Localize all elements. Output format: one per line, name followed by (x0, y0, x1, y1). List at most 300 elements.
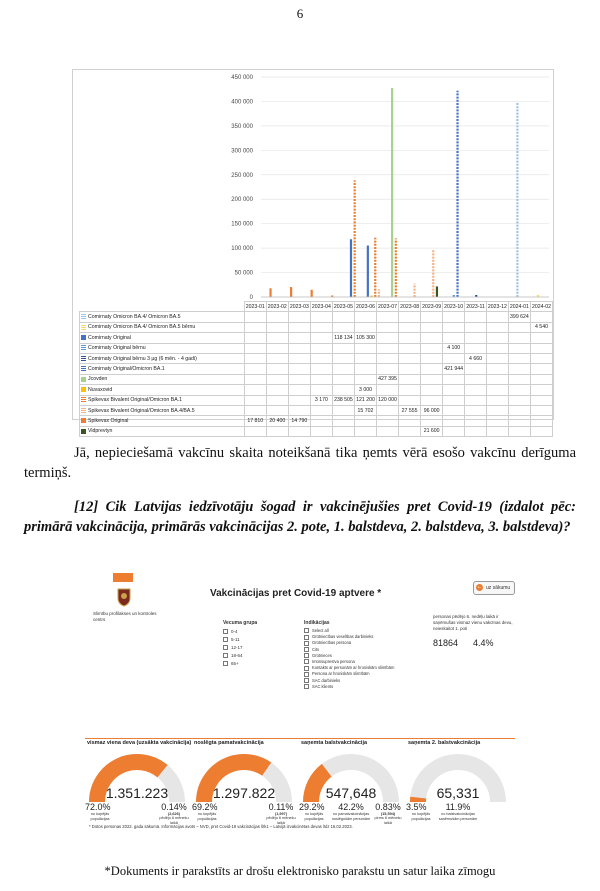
data-label (530, 374, 552, 384)
data-label (486, 374, 508, 384)
x-tick-label: 2023-05 (332, 302, 354, 312)
data-label (421, 333, 443, 343)
data-label (508, 343, 530, 353)
data-label (266, 374, 288, 384)
data-label (310, 312, 332, 322)
data-label (332, 343, 354, 353)
gauge-subset-pct: 42.2% (338, 802, 364, 812)
table-row (80, 395, 553, 405)
gauge-population-pct: 69.2% (192, 802, 218, 812)
gauge-population-pct: 72.0% (85, 802, 111, 812)
legend-swatch-icon (81, 397, 86, 402)
data-label (486, 426, 508, 436)
data-label (244, 333, 266, 343)
legend-entry (80, 395, 245, 405)
data-label: 4 100 (443, 343, 465, 353)
dashboard-footnote: * Dotos personas 2022. gada sākumā. Informācijas avots – NVD, pret Covid-19 vakcinācijas šīk1 – Latvijā izvakcinētas devas līdz 16.02.2023. (89, 824, 353, 829)
question-heading: [12] Cik Latvijas iedzīvotāju šogad ir vakcinējušies pret Covid-19 (izdalot pēc: primārā vakcinācija, primārās vakcinācijas 2. pote, 1. balstdeva, 2. balstdeva, 3. balstdeva)? (24, 499, 576, 535)
gauge-title: noslēgta pamatvakcinācija (194, 740, 264, 746)
gauge-card (85, 740, 192, 825)
age-group-option[interactable] (223, 653, 243, 658)
data-label: 14 790 (288, 416, 310, 426)
data-label (443, 405, 465, 415)
checkbox[interactable] (304, 653, 309, 658)
data-label (399, 343, 421, 353)
data-label: 15 702 (354, 405, 376, 415)
x-tick-label: 2023-08 (399, 302, 421, 312)
x-tick-label: 2023-06 (354, 302, 376, 312)
data-label (354, 426, 376, 436)
gauge-population-note: no kopējās populācijas (411, 812, 431, 821)
legend-swatch-icon (81, 314, 86, 319)
gauge-recent-note: pēdējo 6 mēnešu laikā (159, 816, 189, 825)
gauge-value: 1.351.223 (105, 785, 169, 801)
data-label (421, 353, 443, 363)
gauge-recent-note: pēdējo 6 mēnešu laikā (266, 816, 296, 825)
coat-of-arms-icon (116, 587, 132, 612)
data-label (399, 353, 421, 363)
data-label (377, 416, 399, 426)
data-label (310, 426, 332, 436)
data-label (244, 395, 266, 405)
data-label: 427 395 (377, 374, 399, 384)
checkbox[interactable] (304, 678, 309, 683)
data-label (486, 333, 508, 343)
indicator-option[interactable] (304, 640, 351, 645)
data-label (377, 364, 399, 374)
checkbox[interactable] (304, 684, 309, 689)
data-label: 96 000 (421, 405, 443, 415)
legend-entry (80, 353, 245, 363)
data-label (465, 405, 487, 415)
indicator-label: Grūtniecības veselības darbinieks (312, 634, 374, 640)
gauge-subset-pct: 11.9% (445, 802, 471, 812)
vaccine-deliveries-chart (72, 69, 554, 435)
gauge-recent-pct: 0.14% (161, 802, 187, 812)
gauge-subset-note: no balstvakcinācijas saņēmušām personām (438, 812, 478, 821)
data-label (399, 385, 421, 395)
gauge-value: 547,648 (325, 785, 377, 801)
gauge-recent-note: pirms 6 mēnešu laikā (374, 816, 402, 825)
legend-entry (80, 416, 245, 426)
back-button[interactable]: ← uz sākumu (473, 581, 515, 595)
legend-swatch-icon (81, 345, 86, 350)
legend-swatch-icon (81, 418, 86, 423)
data-label (399, 416, 421, 426)
gauge-population-pct: 29.2% (299, 802, 325, 812)
data-label (266, 343, 288, 353)
legend-entry (80, 405, 245, 415)
data-label (530, 364, 552, 374)
gauge-title: saņemta balstvakcinācija (301, 740, 368, 746)
gauge-row (85, 740, 515, 828)
data-label: 27 555 (399, 405, 421, 415)
data-label (332, 426, 354, 436)
signature-footer: *Dokuments ir parakstīts ar drošu elektronisko parakstu un satur laika zīmogu (104, 864, 496, 878)
data-label (288, 333, 310, 343)
page-number: 6 (296, 6, 304, 21)
data-label (332, 312, 354, 322)
back-arrow-icon: ← (476, 584, 483, 590)
data-label (310, 374, 332, 384)
data-label (465, 312, 487, 322)
data-label (244, 322, 266, 332)
data-label (310, 322, 332, 332)
data-label (508, 426, 530, 436)
data-label (399, 322, 421, 332)
data-label (332, 364, 354, 374)
legend-label: Vidprevtyn (88, 428, 113, 435)
table-row (80, 416, 553, 426)
gauge-title: vismaz viena deva (uzsākta vakcinācija) (87, 740, 192, 746)
legend-entry (80, 426, 245, 436)
data-label: 399 624 (508, 312, 530, 322)
bar-10-1 (290, 287, 292, 297)
indicator-option[interactable] (304, 659, 355, 664)
gauge-value: 65,331 (436, 785, 480, 801)
data-label (508, 353, 530, 363)
data-label: 17 810 (244, 416, 266, 426)
legend-swatch-icon (81, 356, 86, 361)
data-label (288, 343, 310, 353)
gauge-card (406, 740, 510, 824)
data-label (486, 353, 508, 363)
data-label (530, 385, 552, 395)
data-label (443, 416, 465, 426)
age-group-label: 0-4 (231, 629, 238, 634)
x-tick-label: 2023-04 (310, 302, 332, 312)
legend-entry (80, 312, 245, 322)
data-label (377, 343, 399, 353)
legend-entry (80, 343, 245, 353)
gauge-card (192, 740, 296, 824)
indicator-label: Grūtnieces (312, 652, 332, 658)
data-label (399, 333, 421, 343)
data-label (288, 364, 310, 374)
data-label (332, 322, 354, 332)
indicator-label: Select all (312, 628, 329, 633)
bar-2-5 (367, 246, 369, 297)
data-label (332, 353, 354, 363)
data-label (288, 385, 310, 395)
table-row (80, 312, 553, 322)
chart-plot (73, 70, 553, 302)
answer-paragraph: Jā, nepieciešamā vakcīnu skaita noteikšanā tika ņemts vērā esošo vakcīnu derīguma termiņš. (24, 445, 576, 481)
data-label (443, 333, 465, 343)
data-label (244, 374, 266, 384)
gauge-recent-pct: 0.83% (375, 802, 401, 812)
data-label (530, 312, 552, 322)
data-label (288, 395, 310, 405)
data-label (266, 395, 288, 405)
brand-bar (113, 573, 133, 582)
age-group-label: 65+ (231, 661, 239, 666)
kpi-value: 81864 (433, 638, 459, 648)
legend-label: Comirnaty Omicron BA.4/ Omicron BA.5 bērnu (88, 324, 196, 331)
data-label (486, 312, 508, 322)
x-tick-label: 2023-01 (244, 302, 266, 312)
data-label (354, 364, 376, 374)
age-group-label: 5-11 (231, 637, 240, 642)
checkbox[interactable] (223, 661, 228, 666)
checkbox[interactable] (223, 637, 228, 642)
data-label (530, 426, 552, 436)
vaccination-dashboard (85, 568, 515, 833)
gauge-population-note: no kopējās populācijas (304, 812, 324, 821)
data-label (377, 385, 399, 395)
data-label (288, 322, 310, 332)
data-label (530, 416, 552, 426)
data-label (465, 416, 487, 426)
data-label (465, 385, 487, 395)
legend-swatch-icon (81, 366, 86, 371)
data-label (530, 333, 552, 343)
data-label (443, 353, 465, 363)
data-label (486, 416, 508, 426)
gauge-recent-pct: 0.11% (268, 802, 294, 812)
table-row (80, 374, 553, 384)
dashboard-title: Vakcinācijas pret Covid-19 aptvere * (210, 588, 382, 599)
x-tick-label: 2024-02 (530, 302, 552, 312)
indicator-label: SAC darbinieks (312, 677, 341, 683)
age-group-label: 18-64 (231, 653, 243, 658)
gauge-card (299, 740, 403, 824)
data-label (310, 416, 332, 426)
age-group-option[interactable] (223, 661, 239, 666)
data-label (354, 343, 376, 353)
y-tick-label: 250 000 (231, 172, 253, 179)
data-label (530, 343, 552, 353)
data-label (377, 312, 399, 322)
data-label: 121 200 (354, 395, 376, 405)
age-group-label: 12-17 (231, 645, 243, 650)
data-label (266, 333, 288, 343)
checkbox[interactable] (223, 653, 228, 658)
legend-swatch-icon (81, 408, 86, 413)
data-label (508, 374, 530, 384)
y-tick-label: 350 000 (231, 123, 253, 130)
legend-entry (80, 322, 245, 332)
data-label (332, 405, 354, 415)
data-label (266, 353, 288, 363)
table-header-row (80, 302, 553, 312)
indicator-option[interactable] (304, 678, 340, 683)
data-label (421, 385, 443, 395)
checkbox[interactable] (304, 641, 309, 646)
legend-swatch-icon (81, 325, 86, 330)
data-label (266, 322, 288, 332)
data-label (310, 364, 332, 374)
data-label (465, 333, 487, 343)
data-label (288, 426, 310, 436)
data-label (421, 416, 443, 426)
table-row (80, 385, 553, 395)
data-label (443, 322, 465, 332)
age-group-option[interactable] (223, 637, 240, 642)
legend-entry (80, 333, 245, 343)
gauge-population-note: no kopējās populācijas (90, 812, 110, 821)
checkbox[interactable] (304, 635, 309, 640)
data-label (310, 385, 332, 395)
data-label: 421 944 (443, 364, 465, 374)
checkbox[interactable] (304, 672, 309, 677)
legend-label: Comirnaty Original bērnu (88, 345, 146, 352)
data-label (310, 405, 332, 415)
data-label (465, 343, 487, 353)
data-label (486, 385, 508, 395)
indicator-option[interactable] (304, 628, 329, 633)
age-group-option[interactable] (223, 645, 243, 650)
data-label (508, 405, 530, 415)
y-tick-label: 150 000 (231, 221, 253, 228)
data-label (377, 353, 399, 363)
gauge-population-pct: 3.5% (406, 802, 427, 812)
data-label (508, 395, 530, 405)
data-label (266, 385, 288, 395)
data-label (508, 385, 530, 395)
data-label (508, 322, 530, 332)
x-tick-label: 2023-09 (421, 302, 443, 312)
y-tick-label: 450 000 (231, 75, 253, 81)
data-label (486, 405, 508, 415)
data-label: 4 540 (530, 322, 552, 332)
indicator-option[interactable] (304, 634, 373, 639)
data-label (288, 405, 310, 415)
checkbox[interactable] (304, 666, 309, 671)
org-name: Slimību profilakses un kontroles centrs (93, 611, 157, 622)
age-group-option[interactable] (223, 629, 238, 634)
x-tick-label: 2024-01 (508, 302, 530, 312)
checkbox[interactable] (223, 645, 228, 650)
data-label (465, 395, 487, 405)
legend-label: Jcovden (88, 376, 108, 383)
table-row (80, 343, 553, 353)
data-label (399, 395, 421, 405)
data-label (486, 395, 508, 405)
checkbox[interactable] (304, 659, 309, 664)
data-label: 3 000 (354, 385, 376, 395)
legend-label: Comirnaty Original/Omicron BA.1 (88, 366, 165, 373)
data-label (244, 385, 266, 395)
data-label: 3 170 (310, 395, 332, 405)
indicator-label: Persona ar hroniskām slimībām (312, 671, 370, 677)
indicator-label: Cits (312, 646, 320, 652)
y-tick-label: 50 000 (234, 270, 253, 277)
data-label (288, 353, 310, 363)
data-label: 105 300 (354, 333, 376, 343)
data-label (508, 364, 530, 374)
y-tick-label: 0 (249, 295, 253, 301)
indicator-option[interactable] (304, 647, 319, 652)
legend-entry (80, 374, 245, 384)
bar-6-6 (391, 88, 393, 297)
age-group-title: Vecuma grupa (223, 620, 258, 626)
data-label (421, 322, 443, 332)
data-label (465, 374, 487, 384)
legend-entry (80, 385, 245, 395)
checkbox[interactable] (304, 628, 309, 633)
checkbox[interactable] (304, 647, 309, 652)
gauge-recent-count: (1,997) (274, 812, 288, 816)
data-label (443, 426, 465, 436)
gauge-title: saņemta 2. balstvakcinācija (408, 740, 481, 746)
data-label (354, 416, 376, 426)
indicator-option[interactable] (304, 665, 394, 670)
gauge-recent-count: (15,594) (380, 812, 396, 816)
data-label (421, 395, 443, 405)
data-label: 120 000 (377, 395, 399, 405)
data-label (486, 343, 508, 353)
kpi-percent: 4.4% (473, 638, 494, 648)
data-label (465, 426, 487, 436)
data-label (530, 405, 552, 415)
data-label (508, 416, 530, 426)
data-label (421, 374, 443, 384)
data-label (377, 322, 399, 332)
x-tick-label: 2023-07 (377, 302, 399, 312)
data-label (332, 416, 354, 426)
data-label: 20 400 (266, 416, 288, 426)
table-row (80, 426, 553, 436)
data-label (266, 405, 288, 415)
data-label (486, 364, 508, 374)
legend-swatch-icon (81, 429, 86, 434)
x-tick-label: 2023-12 (486, 302, 508, 312)
y-tick-label: 100 000 (231, 246, 253, 253)
data-label (421, 343, 443, 353)
data-label (244, 426, 266, 436)
data-label: 4 660 (465, 353, 487, 363)
table-row (80, 364, 553, 374)
gauge-population-note: no kopējās populācijas (197, 812, 217, 821)
indicator-option[interactable] (304, 671, 370, 676)
data-label (421, 312, 443, 322)
x-tick-label: 2023-11 (465, 302, 487, 312)
gauge-value: 1.297.822 (212, 785, 276, 801)
legend-label: Spikevax Original (88, 417, 129, 424)
data-label: 118 134 (332, 333, 354, 343)
gauge-subset-note: no pamatvakcinācijas noslēgušām personām (331, 812, 371, 821)
data-label (244, 343, 266, 353)
data-label (486, 322, 508, 332)
indicator-label: Kontakts ar personām ar hroniskām slimībām (312, 665, 395, 671)
legend-label: Spikevax Bivalent Original/Omicron BA.4/BA.5 (88, 407, 195, 414)
data-label (443, 395, 465, 405)
data-label (443, 312, 465, 322)
legend-entry (80, 364, 245, 374)
legend-swatch-icon (81, 387, 86, 392)
data-label (465, 364, 487, 374)
data-label (244, 312, 266, 322)
gauge-recent-count: (2,626) (167, 812, 181, 816)
legend-label: Comirnaty Original (88, 334, 131, 341)
data-label (244, 353, 266, 363)
data-label (244, 364, 266, 374)
data-label (288, 374, 310, 384)
data-label (288, 312, 310, 322)
indicator-option[interactable] (304, 653, 332, 658)
data-label (266, 312, 288, 322)
legend-swatch-icon (81, 335, 86, 340)
checkbox[interactable] (223, 629, 228, 634)
data-label (443, 374, 465, 384)
data-label (310, 343, 332, 353)
indicator-label: SAC klients (312, 683, 334, 689)
indicator-option[interactable] (304, 684, 333, 689)
data-label (310, 333, 332, 343)
y-tick-label: 200 000 (231, 197, 253, 204)
data-label (332, 385, 354, 395)
